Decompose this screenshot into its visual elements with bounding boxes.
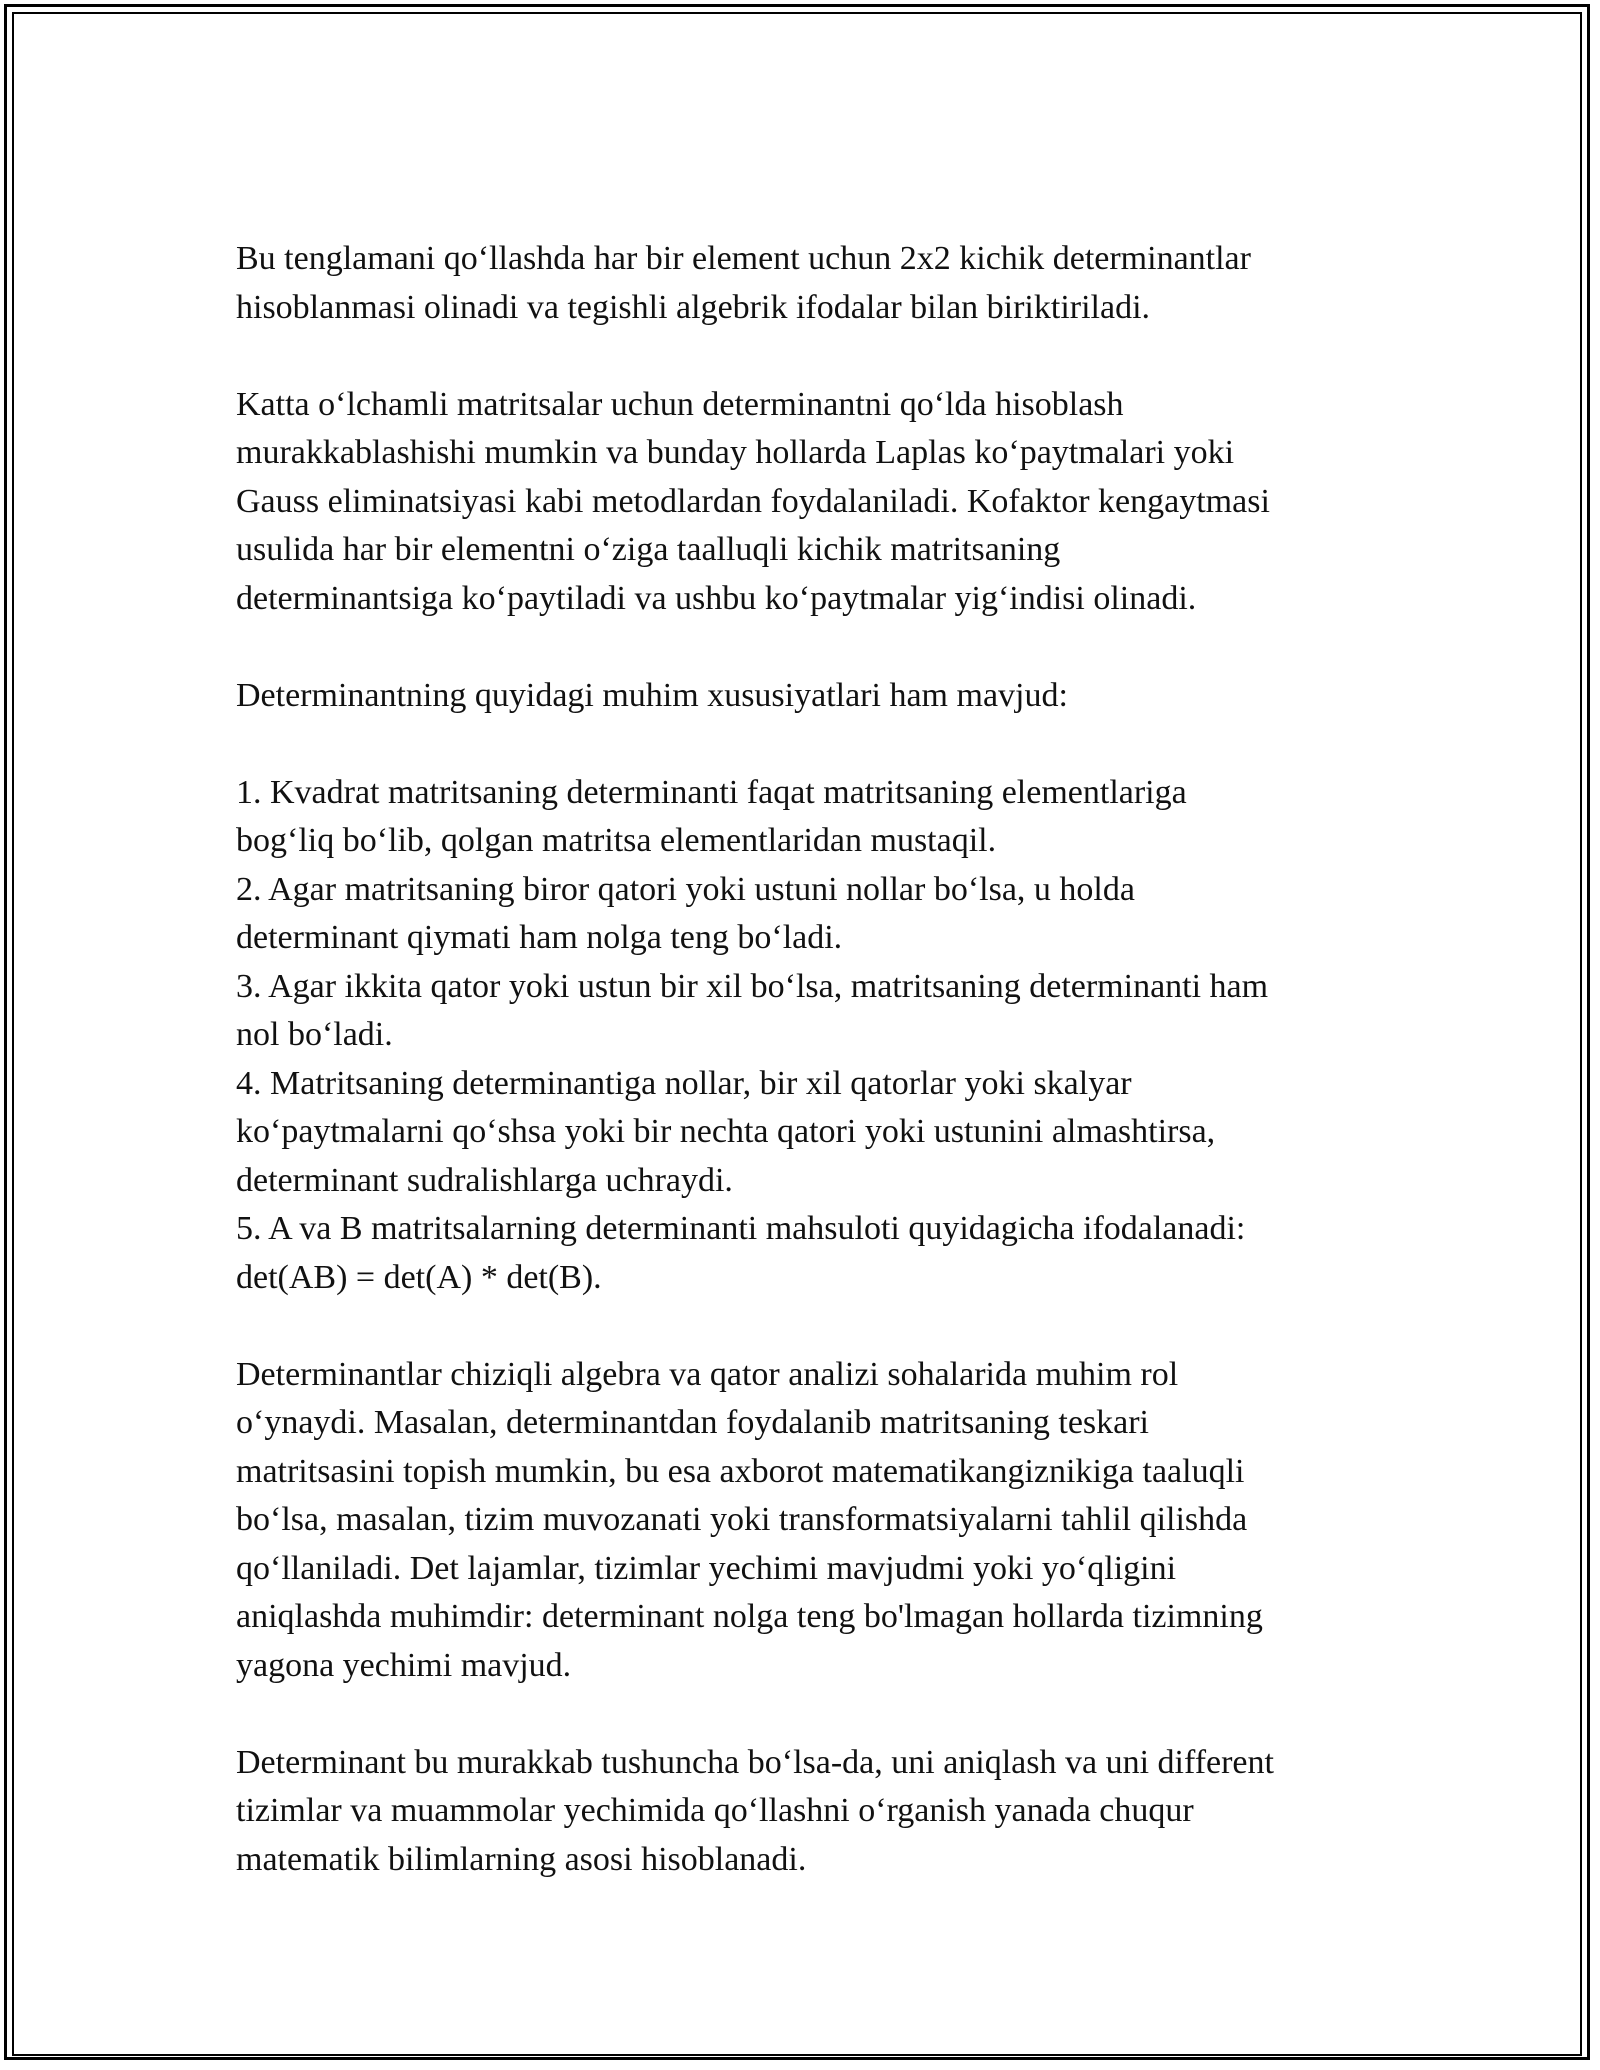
paragraph-applications: Determinantlar chiziqli algebra va qator analizi sohalarida muhim rol o‘ynaydi. Masalan, determinantdan foydalanib matritsaning teskari matritsasini topish mumkin, bu esa axborot matematikangiznikiga taaluqli bo‘lsa, masalan, tizim muvozanati yoki transformatsiyalarni tahlil qilishda qo‘llaniladi. Det lajamlar, tizimlar yechimi mavjudmi yoki yo‘qligini aniqlashda muhimdir: determinant nolga teng bo'lmagan hollarda tizimning yagona yechimi mavjud. <box>236 1355 1263 1684</box>
list-item: 3. Agar ikkita qator yoki ustun bir xil bo‘lsa, matritsaning determinanti ham nol bo‘ladi. <box>236 967 1269 1053</box>
list-item: 4. Matritsaning determinantiga nollar, bir xil qatorlar yoki skalyar ko‘paytmalarni qo‘shsa yoki bir nechta qatori yoki ustunini almashtirsa, determinant sudralishlarga uchraydi. <box>236 1064 1216 1199</box>
properties-list <box>236 769 1356 1303</box>
list-item: 2. Agar matritsaning biror qatori yoki ustuni nollar bo‘lsa, u holda determinant qiymati ham nolga teng bo‘ladi. <box>236 870 1135 956</box>
list-item: 5. A va B matritsalarning determinanti mahsuloti quyidagicha ifodalanadi: det(AB) = det(A) * det(B). <box>236 1210 1246 1296</box>
paragraph-large-matrices: Katta o‘lchamli matritsalar uchun determinantni qo‘lda hisoblash murakkablashishi mumkin va bunday hollarda Laplas ko‘paytmalari yoki Gauss eliminatsiyasi kabi metodlardan foydalaniladi. Kofaktor kengaytmasi usulida har bir elementni o‘ziga taalluqli kichik matritsaning determinantsiga ko‘paytiladi va ushbu ko‘paytmalar yig‘indisi olinadi. <box>236 385 1270 617</box>
document-body <box>236 235 1356 1933</box>
list-item: 1. Kvadrat matritsaning determinanti faqat matritsaning elementlariga bog‘liq bo‘lib, qolgan matritsa elementlaridan mustaqil. <box>236 773 1187 859</box>
paragraph-properties-intro: Determinantning quyidagi muhim xususiyatlari ham mavjud: <box>236 676 1068 714</box>
paragraph-2x2-minors: Bu tenglamani qo‘llashda har bir element uchun 2x2 kichik determinantlar hisoblanmasi olinadi va tegishli algebrik ifodalar bilan biriktiriladi. <box>236 240 1251 326</box>
paragraph-conclusion: Determinant bu murakkab tushuncha bo‘lsa-da, uni aniqlash va uni different tizimlar va muammolar yechimida qo‘llashni o‘rganish yanada chuqur matematik bilimlarning asosi hisoblanadi. <box>236 1743 1274 1878</box>
